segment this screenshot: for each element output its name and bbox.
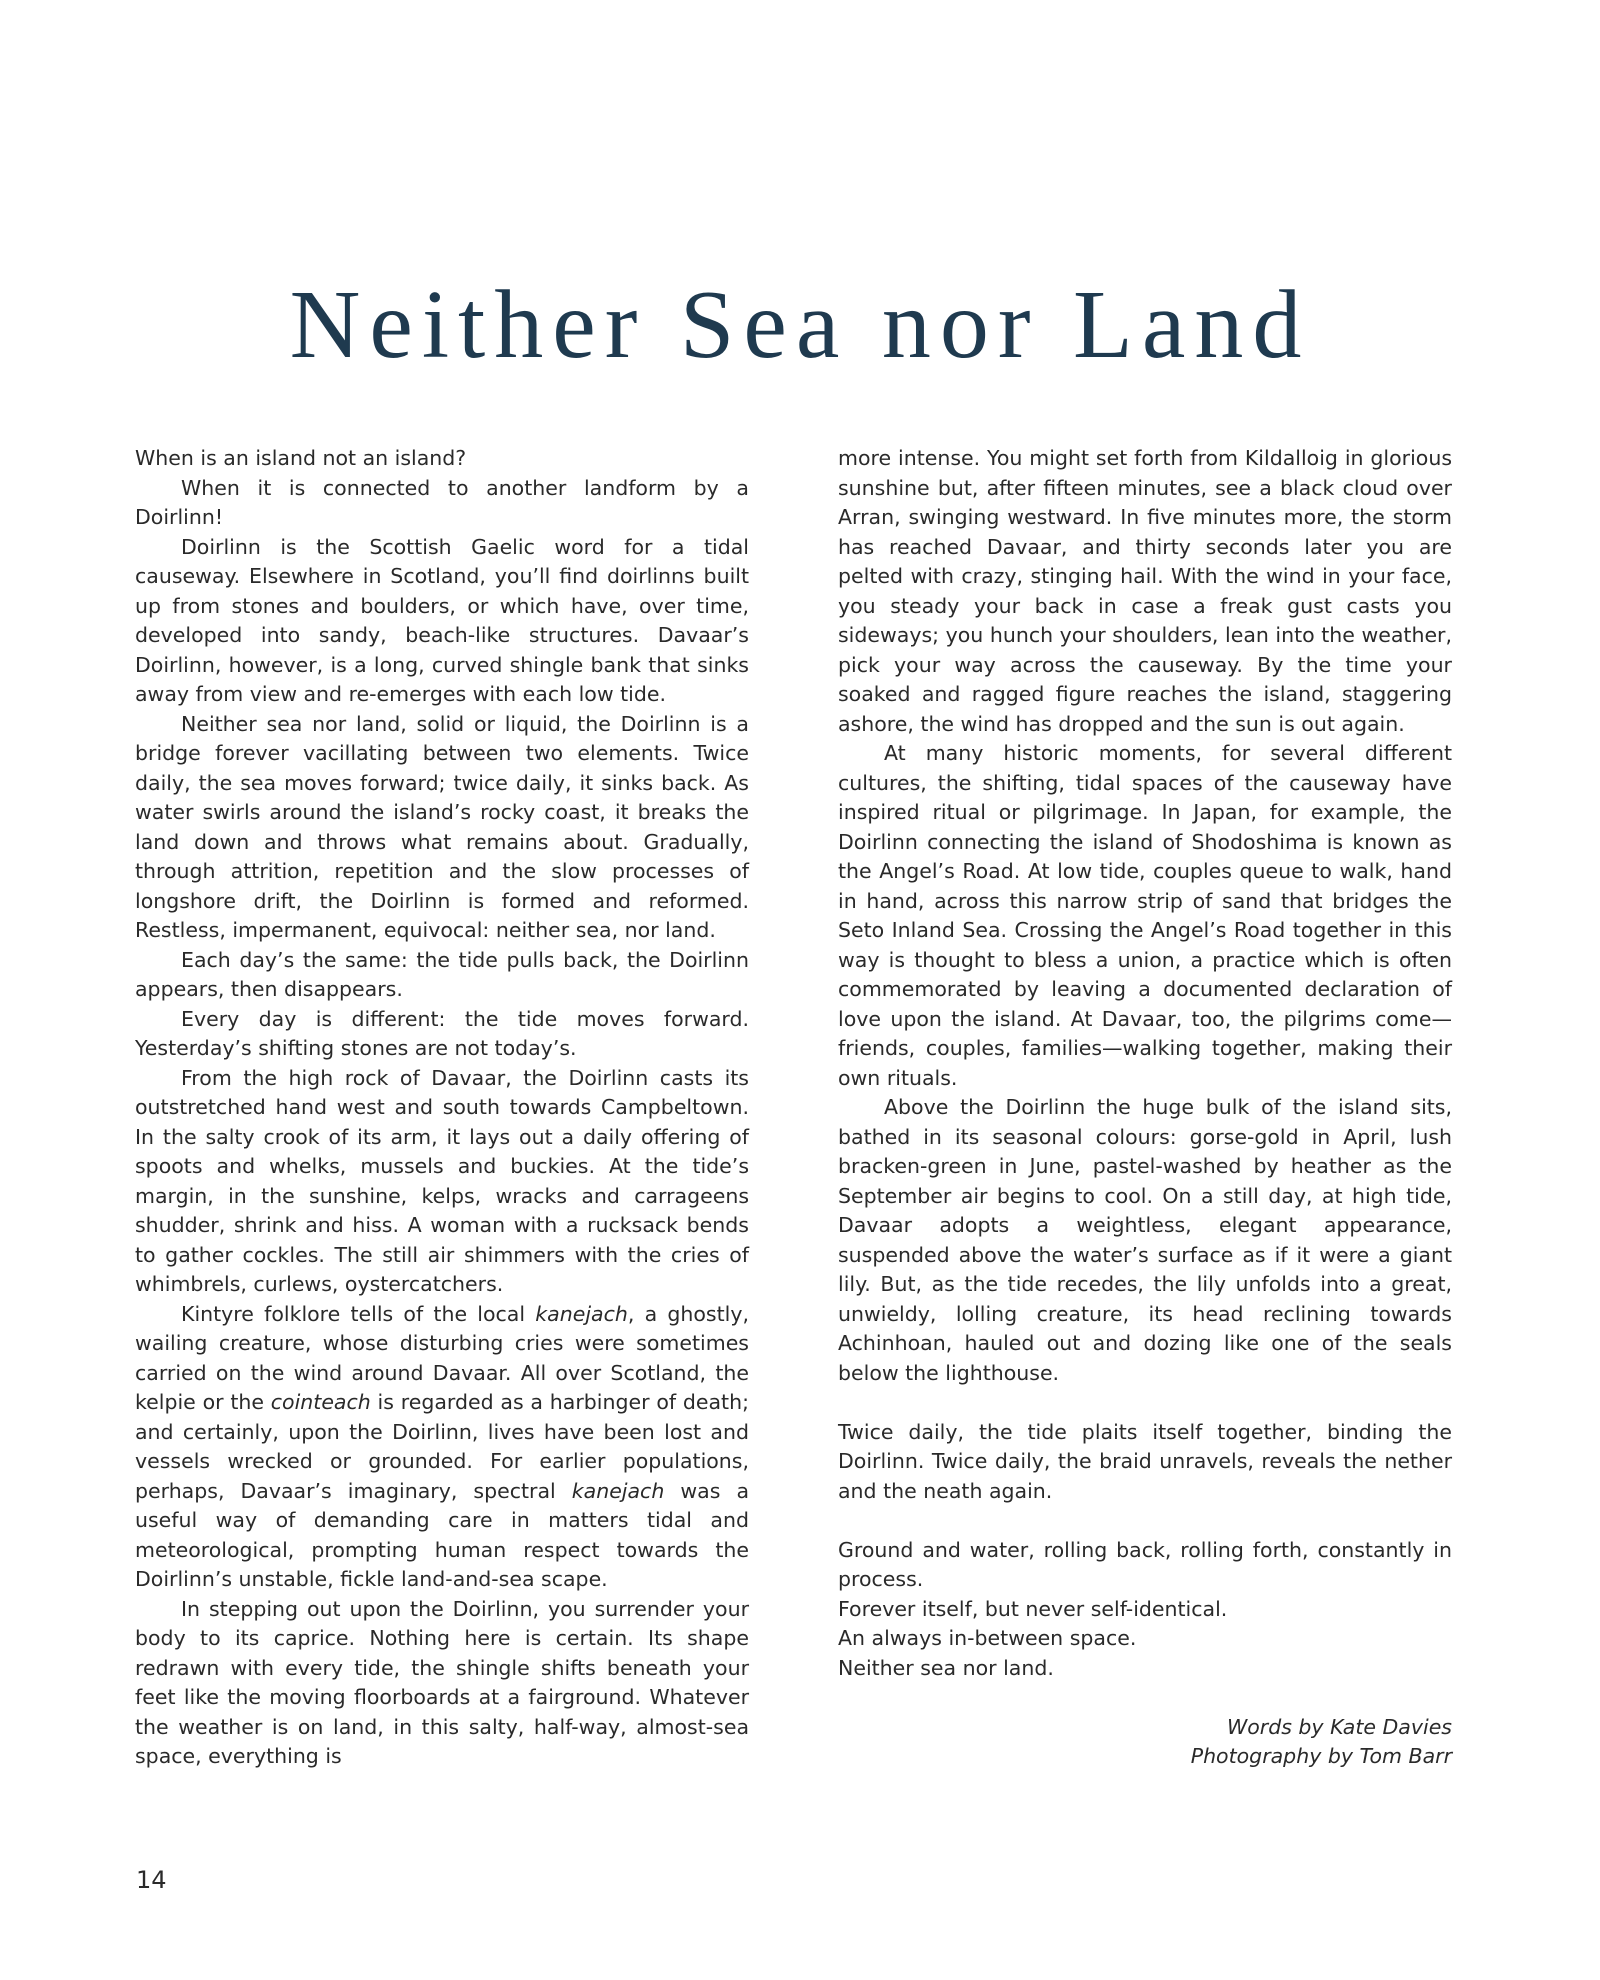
paragraph (838, 444, 1452, 739)
text-segment: Kintyre folklore tells of the local (181, 1301, 536, 1326)
text-segment: When is an island not an island? (135, 446, 467, 470)
text-segment: In stepping out upon the Doirlinn, you surrender your body to its caprice. Nothing here is certain. Its shape redrawn with every tide, the shingle shifts beneath your feet like the moving floorboards at a fairground. Whatever the weather is on land, in this salty, half-way, almost-sea space, everything is (135, 1596, 749, 1768)
credit-photography: Photography by Tom Barr (1190, 1744, 1452, 1768)
text-segment: Forever itself, but never self-identical. (838, 1596, 1228, 1621)
right-column (838, 444, 1452, 1772)
page-number: 14 (136, 1866, 167, 1894)
paragraph (838, 1418, 1452, 1507)
text-segment: Above the Doirlinn the huge bulk of the island sits, bathed in its seasonal colours: gorse-gold in April, lush bracken-green in June, pastel-washed by heather as the September air begins to cool. On a still day, at high tide, Davaar adopts a weightless, elegant appearance, suspended above the water’s surface as if it were a giant lily. But, as the tide recedes, the lily unfolds into a great, unwieldy, lolling creature, its head reclining towards Achinhoan, hauled out and dozing like one of the seals below the lighthouse. (838, 1095, 1452, 1385)
italic-term: kanejach (535, 1301, 628, 1326)
paragraph (838, 739, 1452, 1093)
paragraph (135, 1005, 749, 1064)
text-segment: Doirlinn is the Scottish Gaelic word for a tidal causeway. Elsewhere in Scotland, you’ll find doirlinns built up from stones and boulders, or which have, over time, developed into sandy, beach-like structures. Davaar’s Doirlinn, however, is a long, curved shingle bank that sinks away from view and re-emerges with each low tide. (135, 534, 749, 706)
text-segment: Neither sea nor land. (838, 1655, 1054, 1680)
text-segment: Neither sea nor land, solid or liquid, the Doirlinn is a bridge forever vacillating between two elements. Twice daily, the sea moves forward; twice daily, it sinks back. As water swirls around the island’s rocky coast, it breaks the land down and throws what remains about. Gradually, through attrition, repetition and the slow processes of longshore drift, the Doirlinn is formed and reformed. Restless, impermanent, equivocal: neither sea, nor land. (135, 711, 749, 942)
paragraph (135, 444, 749, 474)
text-segment: Twice daily, the tide plaits itself together, binding the Doirlinn. Twice daily, the braid unravels, reveals the nether and the neath again. (838, 1419, 1452, 1503)
paragraph (135, 474, 749, 533)
paragraph (135, 1300, 749, 1595)
paragraph (135, 1064, 749, 1300)
italic-term: kanejach (571, 1478, 665, 1503)
paragraph (838, 1536, 1452, 1595)
paragraph (838, 1624, 1452, 1654)
paragraph (838, 1595, 1452, 1625)
text-segment: At many historic moments, for several different cultures, the shifting, tidal spaces of the causeway have inspired ritual or pilgrimage. In Japan, for example, the Doirlinn connecting the island of Shodoshima is known as the Angel’s Road. At low tide, couples queue to walk, hand in hand, across this narrow strip of sand that bridges the Seto Inland Sea. Crossing the Angel’s Road together in this way is thought to bless a union, a practice which is often commemorated by leaving a documented declaration of love upon the island. At Davaar, too, the pilgrims come—friends, couples, families—walking together, making their own rituals. (838, 741, 1452, 1090)
text-segment: Ground and water, rolling back, rolling forth, constantly in process. (838, 1537, 1452, 1591)
left-column (135, 444, 749, 1772)
text-segment: , a ghostly, wailing creature, whose disturbing cries were sometimes carried on the wind around Davaar. All over Scotland, the kelpie or the (135, 1301, 749, 1414)
text-segment: was a useful way of demanding care in matters tidal and meteorological, prompting human respect towards the Doirlinn’s unstable, fickle land-and-sea scape. (135, 1478, 749, 1591)
right-column-paragraphs (838, 444, 1452, 1683)
text-segment: more intense. You might set forth from Kildalloig in glorious sunshine but, after fifteen minutes, see a black cloud over Arran, swinging westward. In five minutes more, the storm has reached Davaar, and thirty seconds later you are pelted with crazy, stinging hail. With the wind in your face, you steady your back in case a freak gust casts you sideways; you hunch your shoulders, lean into the weather, pick your way across the causeway. By the time your soaked and ragged figure reaches the island, staggering ashore, the wind has dropped and the sun is out again. (838, 446, 1452, 736)
paragraph (838, 1093, 1452, 1388)
text-segment: is regarded as a harbinger of death; and certainly, upon the Doirlinn, lives have been lost and vessels wrecked or grounded. For earlier populations, perhaps, Davaar’s imaginary, spectral (135, 1390, 749, 1503)
paragraph (135, 710, 749, 946)
text-segment: Each day’s the same: the tide pulls back, the Doirlinn appears, then disappears. (135, 947, 749, 1001)
paragraph (135, 1595, 749, 1772)
paragraph (135, 946, 749, 1005)
paragraph (838, 1654, 1452, 1684)
text-segment: An always in-between space. (838, 1626, 1137, 1650)
italic-term: cointeach (270, 1390, 371, 1414)
text-segment: When it is connected to another landform by a Doirlinn! (135, 475, 749, 529)
credits (838, 1713, 1452, 1772)
credit-words: Words by Kate Davies (1226, 1714, 1452, 1739)
text-segment: Every day is different: the tide moves forward. Yesterday’s shifting stones are not today’s. (135, 1006, 749, 1060)
paragraph (135, 533, 749, 710)
article-title: Neither Sea nor Land (289, 271, 1311, 379)
text-segment: From the high rock of Davaar, the Doirlinn casts its outstretched hand west and south towards Campbeltown. In the salty crook of its arm, it lays out a daily offering of spoots and whelks, mussels and buckies. At the tide’s margin, in the sunshine, kelps, wracks and carrageens shudder, shrink and hiss. A woman with a rucksack bends to gather cockles. The still air shimmers with the cries of whimbrels, curlews, oystercatchers. (135, 1065, 749, 1296)
